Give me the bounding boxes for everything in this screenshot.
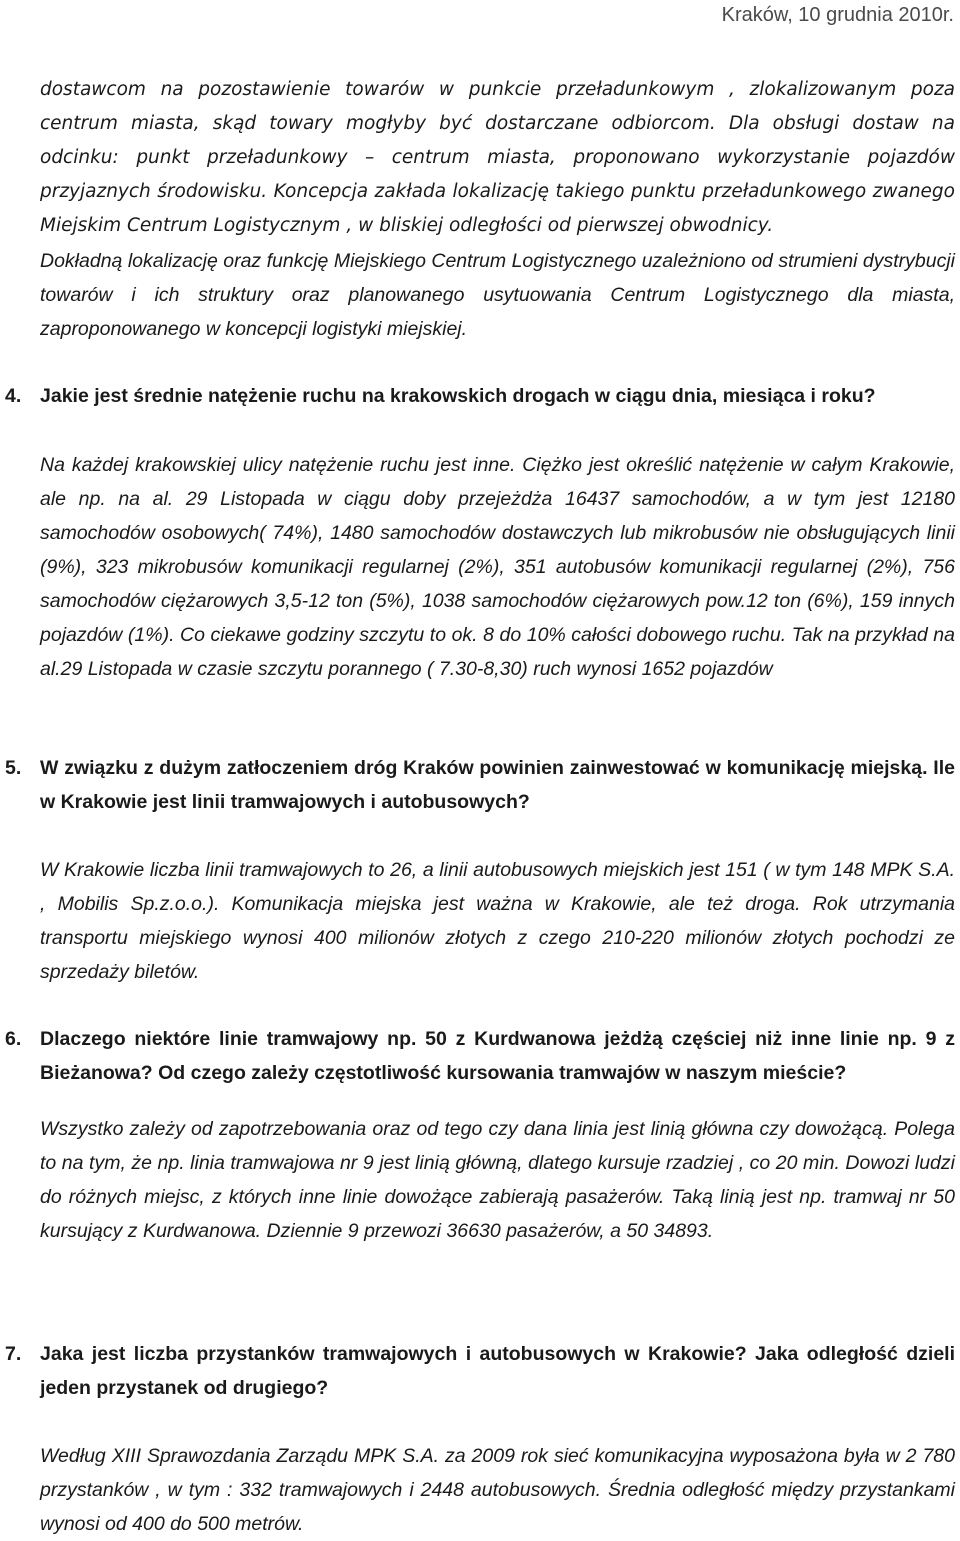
question-7 (0, 1337, 955, 1405)
intro-paragraph (40, 73, 955, 243)
question-6 (0, 1022, 955, 1090)
answer-7: Według XIII Sprawozdania Zarządu MPK S.A. za 2009 rok sieć komunikacyjna wyposażona była w 2 780 przystanków , w tym : 332 tramwajowych i 2448 autobusowych. Średnia odległość między przystankami wynosi od 400 do 500 metrów. (40, 1445, 955, 1535)
question-number: 5. (5, 757, 22, 779)
intro-text-part1: dostawcom na pozostawienie towarów w punkcie przeładunkowym , zlokalizowanym poza centrum miasta, skąd towary mogłyby być dostarczane odbiorcom. Dla obsługi dostaw na odcinku: punkt przeładunkowy – centrum miasta, proponowano wykorzystanie pojazdów przyjaznych środowisku. Koncepcja zakłada lokalizację takiego punktu przeładunkowego zwanego Miejskim Centrum Logistycznym , w bliskiej odległości od pierwszej obwodnicy. (40, 79, 955, 236)
question-number: 7. (5, 1343, 22, 1365)
document-date: Kraków, 10 grudnia 2010r. (721, 4, 954, 26)
question-text: Jakie jest średnie natężenie ruchu na krakowskich drogach w ciągu dnia, miesiąca i roku? (40, 385, 876, 407)
question-text: Jaka jest liczba przystanków tramwajowych i autobusowych w Krakowie? Jaka odległość dzieli jeden przystanek od drugiego? (40, 1343, 955, 1399)
answer-6: Wszystko zależy od zapotrzebowania oraz od tego czy dana linia jest linią główna czy dowożącą. Polega to na tym, że np. linia tramwajowa nr 9 jest linią główną, dlatego kursuje rzadziej , co 20 min. Dowozi ludzi do różnych miejsc, z których inne linie dowożące zabierają pasażerów. Taką linią jest np. tramwaj nr 50 kursujący z Kurdwanowa. Dziennie 9 przewozi 36630 pasażerów, a 50 34893. (40, 1118, 955, 1242)
answer-4: Na każdej krakowskiej ulicy natężenie ruchu jest inne. Ciężko jest określić natężenie w całym Krakowie, ale np. na al. 29 Listopada w ciągu doby przejeżdża 16437 samochodów, a w tym jest 12180 samochodów osobowych( 74%), 1480 samochodów dostawczych lub mikrobusów nie obsługujących linii (9%), 323 mikrobusów komunikacji regularnej (2%), 351 autobusów komunikacji regularnej (2%), 756 samochodów ciężarowych 3,5-12 ton (5%), 1038 samochodów ciężarowych pow.12 ton (6%), 159 innych pojazdów (1%). Co ciekawe godziny szczytu to ok. 8 do 10% całości dobowego ruchu. Tak na przykład na al.29 Listopada w czasie szczytu porannego ( 7.30-8,30) ruch wynosi 1652 pojazdów (40, 454, 955, 680)
intro-paragraph-continued (40, 244, 955, 346)
answer-5: W Krakowie liczba linii tramwajowych to 26, a linii autobusowych miejskich jest 151 ( w tym 148 MPK S.A. , Mobilis Sp.z.o.o.). Komunikacja miejska jest ważna w Krakowie, ale też droga. Rok utrzymania transportu miejskiego wynosi 400 milionów złotych z czego 210-220 milionów złotych pochodzi ze sprzedaży biletów. (40, 859, 955, 983)
intro-text-part2: Dokładną lokalizację oraz funkcję Miejskiego Centrum Logistycznego uzależniono od strumieni dystrybucji towarów i ich struktury oraz planowanego usytuowania Centrum Logistycznego dla miasta, zaproponowanego w koncepcji logistyki miejskiej. (40, 250, 955, 340)
question-number: 6. (5, 1028, 22, 1050)
question-4 (0, 379, 955, 413)
question-text: Dlaczego niektóre linie tramwajowy np. 50 z Kurdwanowa jeżdżą częściej niż inne linie np. 9 z Bieżanowa? Od czego zależy częstotliwość kursowania tramwajów w naszym mieście? (40, 1028, 955, 1084)
question-text: W związku z dużym zatłoczeniem dróg Kraków powinien zainwestować w komunikację miejską. Ile w Krakowie jest linii tramwajowych i autobusowych? (40, 757, 955, 813)
question-5 (0, 751, 955, 819)
question-number: 4. (5, 385, 22, 407)
